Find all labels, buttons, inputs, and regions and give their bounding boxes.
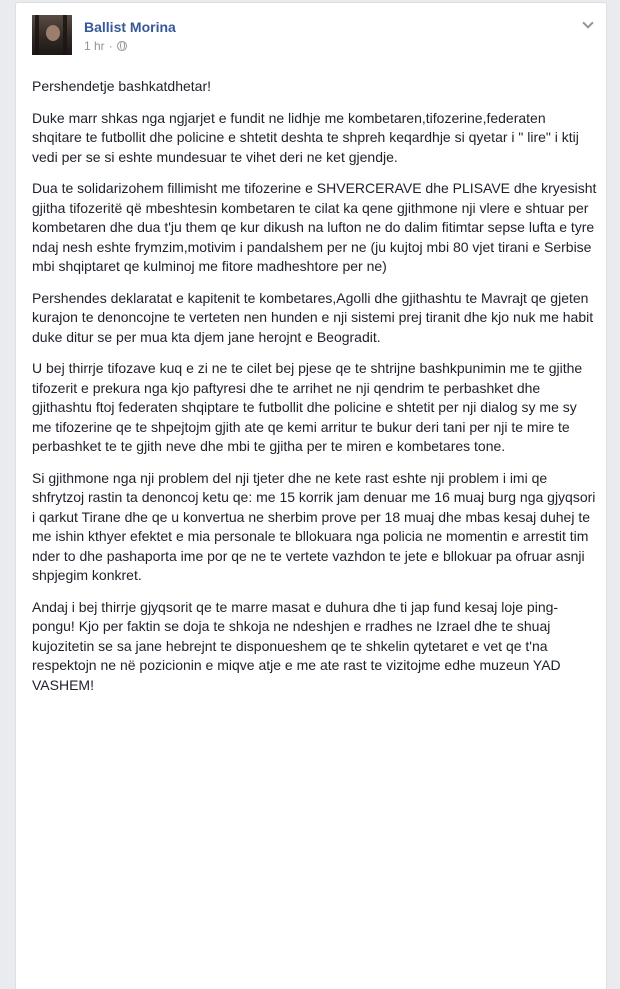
meta-separator: ·: [108, 39, 113, 53]
post-paragraph: Pershendetje bashkatdhetar!: [32, 78, 212, 94]
post-paragraph: Duke marr shkas nga ngjarjet e fundit ne lidhje me kombetaren,tifozerine,federaten shqitare te futbollit dhe policine e shtetit deshta te shpreh keqardhje si qyetar i " lire" i ktij vedi per se si eshte mundesuar te vihet deri ne ket gjendje.: [32, 109, 579, 165]
post-paragraph: Andaj i bej thirrje gjyqsorit qe te marre masat e duhura dhe ti jap fund kesaj loje ping-pongu! Kjo per faktin se doja te shkoja ne ndeshjen e rradhes ne Izrael dhe te shuaj kujozitetin se sa jane hebrejnt te disponueshem qe te shkelin qytetaret e vet qe t'na respektojn ne në pozicionin e miqve atje e me ate rast te vizitojme edhe muzeun YAD VASHEM!: [32, 598, 561, 693]
post-paragraph: Pershendes deklaratat e kapitenit te kombetares,Agolli dhe gjithashtu te Mavrajt qe gjeten kurajon te denoncojne te verteten nen hunden e nji sistemi prej tiranit dhe kjo nuk me habit duke ditur se per mua kta djem jane herojnt e Beogradit.: [32, 289, 594, 345]
globe-icon[interactable]: [117, 41, 127, 51]
author-name-link[interactable]: Ballist Morina: [84, 19, 176, 35]
avatar[interactable]: [32, 15, 72, 55]
post-timestamp[interactable]: 1 hr: [84, 39, 105, 53]
post-meta: [84, 39, 127, 53]
post-header: [16, 3, 606, 63]
post-paragraph: Dua te solidarizohem fillimisht me tifozerine e SHVERCERAVE dhe PLISAVE dhe kryesisht gjitha tifozeritë që mbeshtesin kombetaren te cilat ka qene gjithmone nji vlere e shtuar per kombetaren dhe dua t'ju them qe kur dikush na lufton ne do dalim fitimtar sepse lufta e tyre ndaj nesh eshte frymzim,motivim i pandalshem per ne (ju kujtoj mbi 80 vjet tirani e Serbise mbi shqiptaret qe kulminoj me fitore madheshtore per ne): [32, 180, 597, 274]
post-paragraph: U bej thirrje tifozave kuq e zi ne te cilet bej pjese qe te shtrijne bashkpunimin me te gjithe tifozerit e prekura nga kjo paftyresi dhe te arrihet ne nji qendrim te perbashket dhe gjithashtu ftoj federaten shqiptare te futbollit dhe policine e shtetit per nji dialog sy me sy me tifozerine qe te shpejtojm gjith ate qe kemi arritur te bukur deri tani per nji te mire te perbashket te te gjith neve dhe mbi te gjitha per te miren e kombetares tone.: [32, 360, 583, 454]
chevron-down-icon[interactable]: [582, 17, 593, 28]
post-paragraph: Si gjithmone nga nji problem del nji tjeter dhe ne kete rast eshte nji problem i imi qe shfrytzoj rastin ta denoncoj ketu qe: me 15 korrik jam denuar me 16 muaj burg nga gjyqsori i qarkut Tirane dhe qe u konvertua ne sherbim prove per 18 muaj dhe mbas kesaj duhej te me ishin kthyer efektet e mia personale te bllokuara nga policia ne momentin e arrestit tim nder to dhe pashaporta ime por qe ne te vertete vazhdon te jete e bllokuar pa ofruar asnji shpjegim konkret.: [32, 469, 596, 583]
post-card: [15, 2, 607, 989]
post-text: [32, 77, 598, 707]
